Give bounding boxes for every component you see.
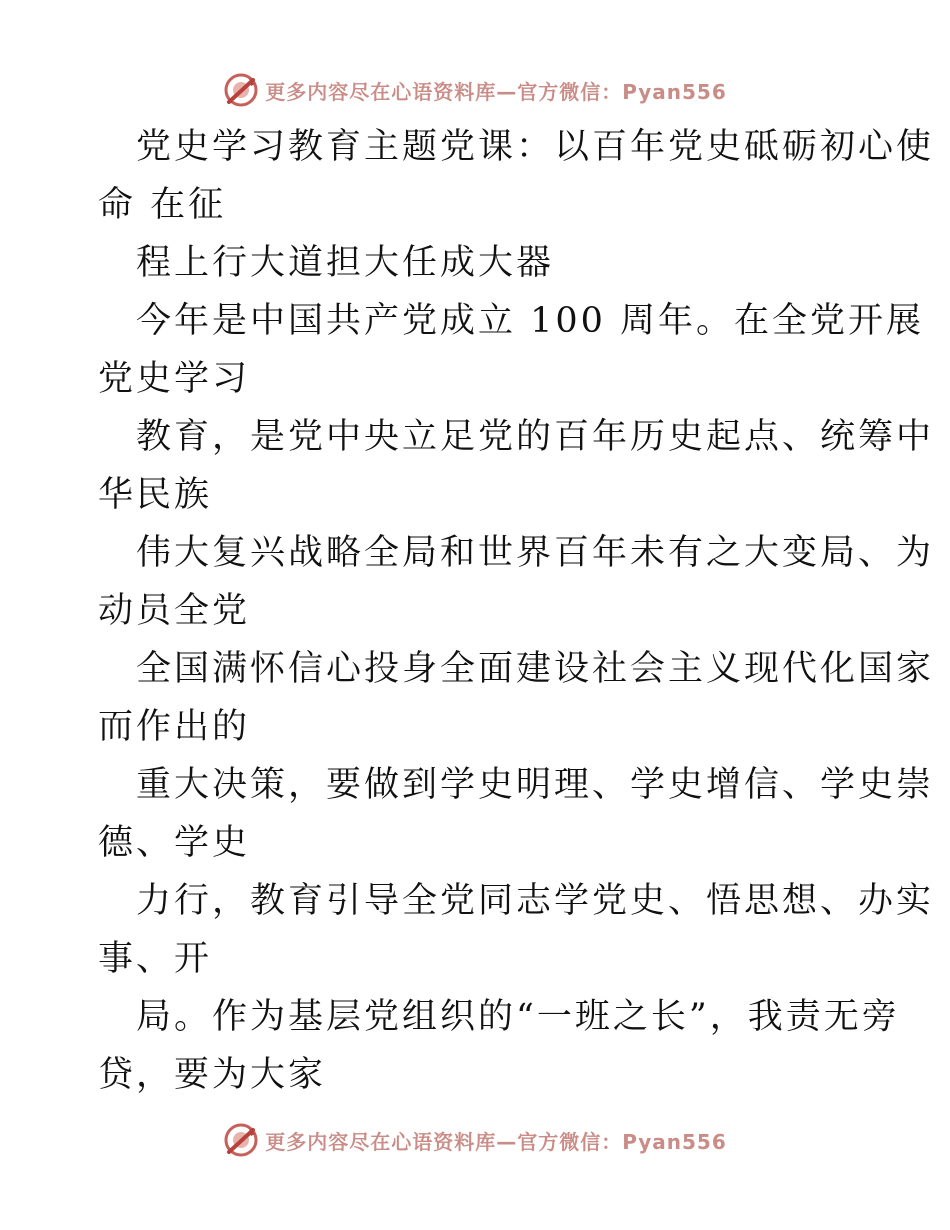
document-body bbox=[98, 118, 935, 1104]
document-line: 事、开 bbox=[98, 939, 213, 979]
document-line: 德、学史 bbox=[98, 823, 251, 863]
document-line: 伟大复兴战略全局和世界百年未有之大变局、为 bbox=[136, 533, 935, 573]
footer-banner bbox=[0, 1120, 950, 1160]
document-line: 局。作为基层党组织的“一班之长”，我责无旁 bbox=[136, 997, 900, 1037]
footer-banner-inner bbox=[223, 1122, 727, 1158]
document-line: 重大决策，要做到学史明理、学史增信、学史崇 bbox=[136, 765, 935, 805]
document-line: 今年是中国共产党成立 100 周年。在全党开展 bbox=[136, 301, 925, 341]
logo-icon bbox=[223, 1122, 259, 1158]
header-banner-inner bbox=[223, 72, 727, 108]
document-line: 而作出的 bbox=[98, 707, 251, 747]
document-line: 命 在征 bbox=[98, 185, 227, 225]
document-line: 程上行大道担大任成大器 bbox=[136, 243, 555, 283]
document-line: 华民族 bbox=[98, 475, 213, 515]
header-banner bbox=[0, 70, 950, 110]
document-line: 党史学习教育主题党课：以百年党史砥砺初心使 bbox=[136, 127, 935, 167]
document-line: 党史学习 bbox=[98, 359, 251, 399]
document-line: 动员全党 bbox=[98, 591, 251, 631]
document-line: 全国满怀信心投身全面建设社会主义现代化国家 bbox=[136, 649, 935, 689]
header-banner-text: 更多内容尽在心语资料库—官方微信：Pyan556 bbox=[265, 79, 727, 104]
document-line: 力行，教育引导全党同志学党史、悟思想、办实 bbox=[136, 881, 935, 921]
footer-banner-text: 更多内容尽在心语资料库—官方微信：Pyan556 bbox=[265, 1129, 727, 1154]
logo-icon bbox=[223, 72, 259, 108]
document-line: 贷，要为大家 bbox=[98, 1055, 327, 1095]
document-line: 教育，是党中央立足党的百年历史起点、统筹中 bbox=[136, 417, 935, 457]
